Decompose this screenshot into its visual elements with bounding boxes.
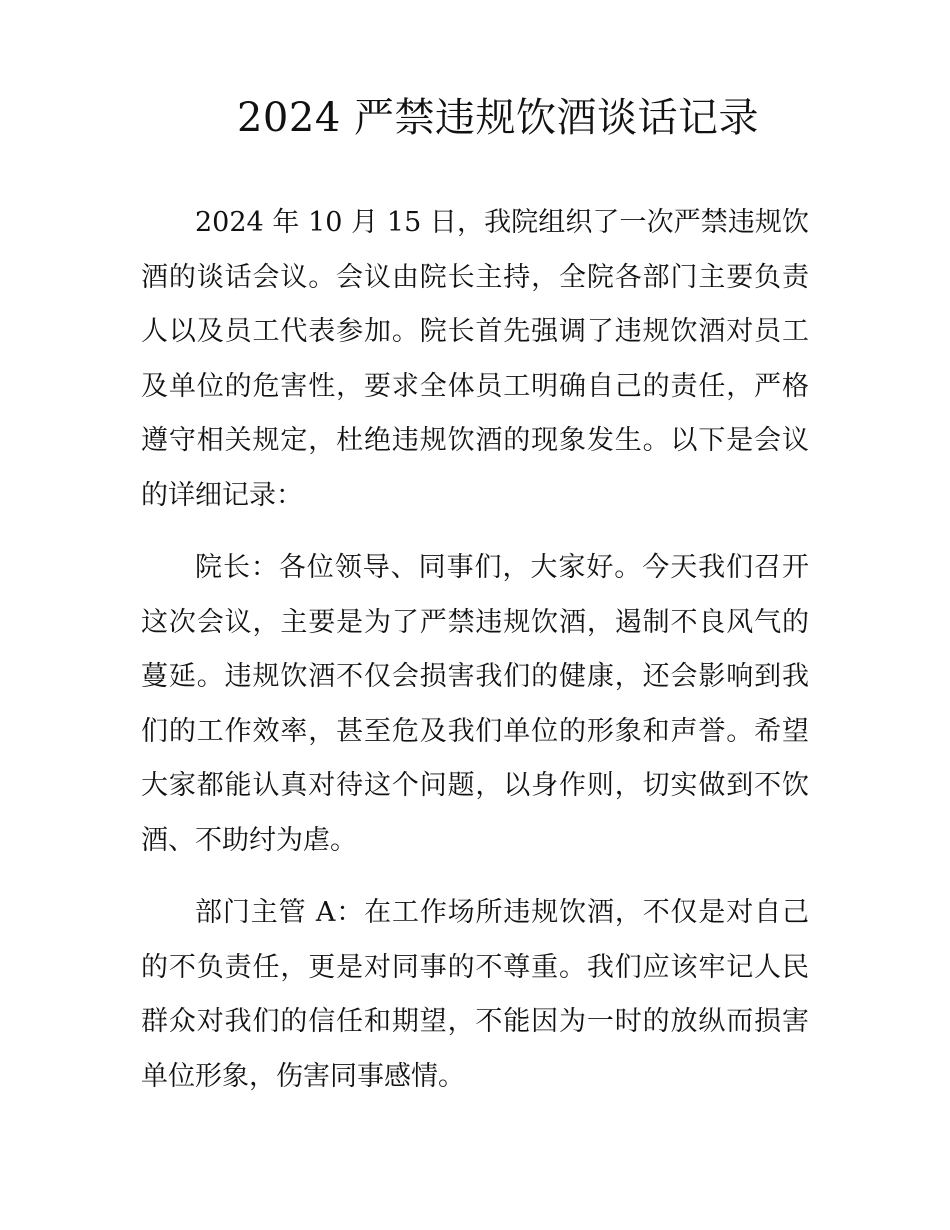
document-body [141,196,809,1122]
paragraph-dean-speech: 院长：各位领导、同事们，大家好。今天我们召开这次会议，主要是为了严禁违规饮酒，遏制不良风气的蔓延。违规饮酒不仅会损害我们的健康，还会影响到我们的工作效率，甚至危及我们单位的形象和声誉。希望大家都能认真对待这个问题，以身作则，切实做到不饮酒、不助纣为虐。 [141,552,809,856]
paragraph-intro: 2024 年 10 月 15 日，我院组织了一次严禁违规饮酒的谈话会议。会议由院长主持，全院各部门主要负责人以及员工代表参加。院长首先强调了违规饮酒对员工及单位的危害性，要求全体员工明确自己的责任，严格遵守相关规定，杜绝违规饮酒的现象发生。以下是会议的详细记录： [141,207,809,511]
document-title: 2024 严禁违规饮酒谈话记录 [236,95,759,141]
paragraph-manager-a-speech: 部门主管 A：在工作场所违规饮酒，不仅是对自己的不负责任，更是对同事的不尊重。我们应该牢记人民群众对我们的信任和期望，不能因为一时的放纵而损害单位形象，伤害同事感情。 [141,897,809,1092]
